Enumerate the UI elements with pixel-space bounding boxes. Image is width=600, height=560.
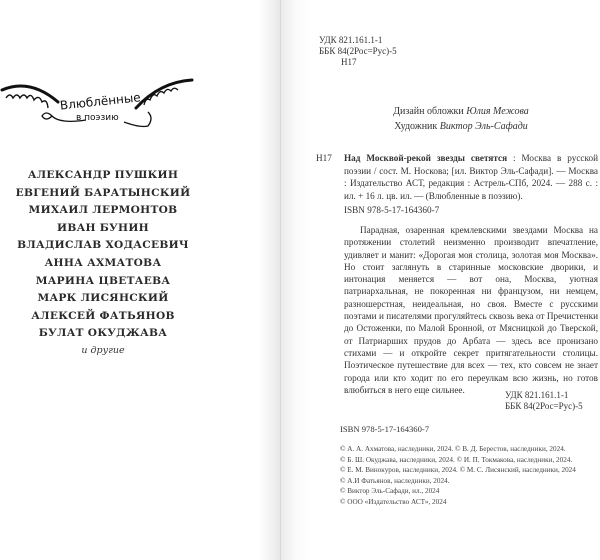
author-name: ВЛАДИСЛАВ ХОДАСЕВИЧ [17, 239, 189, 252]
copyright-line: © Виктор Эль-Сафади, ил., 2024 [340, 487, 440, 496]
cover-design-label: Дизайн обложки [393, 106, 464, 117]
gutter-shadow [258, 0, 281, 560]
author-name: ЕВГЕНИЙ БАРАТЫНСКИЙ [15, 186, 191, 199]
biblio-body [316, 152, 598, 202]
copyright-list [340, 444, 600, 508]
logo-line2: в поэзию [76, 113, 119, 123]
copyright-line: © Е. М. Винокуров, наследники, 2024. © М. С. Лисянский, наследники, 2024 [340, 466, 576, 475]
wings-icon [0, 68, 200, 128]
author-name: МАРК ЛИСЯНСКИЙ [37, 292, 169, 305]
cover-designer-name: Юлия Межова [466, 106, 529, 117]
artist-name: Виктор Эль-Сафади [439, 121, 528, 132]
bibliographic-record [316, 152, 598, 202]
annotation [344, 224, 598, 396]
and-others-label: и другие [81, 344, 125, 356]
author-name: БУЛАТ ОКУДЖАВА [38, 327, 168, 340]
annotation-text: Парадная, озаренная кремлевскими звездами Москва на протяжении столетий неизменно производит впечатление, удивляет и манит: «Дорогая моя столица, золотая моя Москва». Но стоит заглянуть в старинные московские дворики, и интонация меняется — вот она, Москва, уютная патриархальная, не покоренная ни французом, ни немцем, разношерстная, неидеальная, но своя. Вместе с русскими поэтами и писателями прогуляйтесь сквозь века от Пречистенки до Остоженки, по Малой Бронной, от Мясницкой до Тверской, от Патриарших прудов до Арбата — здесь все пронизано стихами — и откройте секрет притягательности столицы. Поэтическое путешествие для всех — тех, кто совсем не знает города или кто ходит по его переулкам всю жизнь, но готов влюбиться в него еще сильнее. [344, 225, 598, 395]
isbn: ISBN 978-5-17-164360-7 [344, 205, 440, 215]
logo-line1: Влюблённые [59, 90, 142, 113]
author-name: МАРИНА ЦВЕТАЕВА [35, 274, 171, 287]
author-name: ИВАН БУНИН [57, 221, 149, 234]
authors-list [8, 167, 198, 359]
author-name: АЛЕКСЕЙ ФАТЬЯНОВ [31, 309, 175, 322]
bbk-code: ББК 84(2Рос=Рус)-5 [505, 401, 583, 411]
author-name: АННА АХМАТОВА [44, 256, 162, 269]
gutter-shadow-right [281, 0, 311, 560]
cover-design-credit [340, 104, 582, 119]
book-title: Над Москвой-рекой звезды светятся [344, 153, 508, 163]
series-logo [0, 68, 200, 128]
author-name: МИХАИЛ ЛЕРМОНТОВ [28, 204, 178, 217]
udk-block-bottom [505, 390, 583, 412]
copyright-line: © ООО «Издательство АСТ», 2024 [340, 497, 447, 506]
copyright-line: © Б. Ш. Окуджава, наследники, 2024. © И. П. Токмакова, наследники, 2024. [340, 455, 573, 464]
udk-code: УДК 821.161.1-1 [505, 390, 569, 400]
bbk-code: ББК 84(2Рос=Рус)-5 [319, 46, 397, 56]
biblio-details: : Москва в русской поэзии / сост. М. Носкова; [ил. Виктор Эль-Сафади]. — Москва : Издательство АСТ, редакция : Астрель-СПб, 2024. — 288 с. : ил. + 16 л. цв. ил. — (Влюбленные в поэзию). [344, 153, 599, 201]
author-name: АЛЕКСАНДР ПУШКИН [27, 169, 179, 181]
biblio-code: Н17 [316, 153, 332, 163]
isbn-bottom: ISBN 978-5-17-164360-7 [340, 424, 430, 434]
author-mark: Н17 [341, 57, 357, 67]
udk-block-top [319, 35, 397, 68]
copyright-line: © А.И Фатьянов, наследники, 2024. [340, 476, 450, 485]
credits [340, 104, 582, 134]
udk-code: УДК 821.161.1-1 [319, 35, 383, 45]
artist-label: Художник [394, 121, 438, 132]
artist-credit [340, 119, 582, 134]
copyright-line: © А. А. Ахматова, наследники, 2024. © В. Д. Берестов, наследники, 2024. [340, 445, 566, 453]
